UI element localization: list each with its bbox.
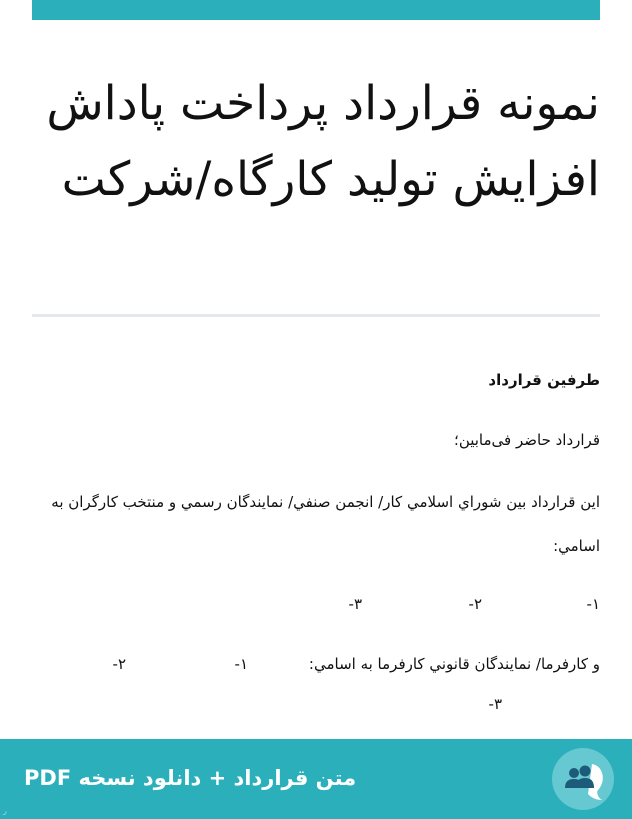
section-heading: طرفین قرارداد xyxy=(488,371,600,389)
employer-item-1: ١- xyxy=(234,655,248,673)
worker-item-2: ٢- xyxy=(468,595,482,613)
corner-mark: ر xyxy=(3,806,7,815)
worker-item-1: ١- xyxy=(586,595,600,613)
employer-party-text: و کارفرما/ نمايندگان قانوني کارفرما به اسامي: xyxy=(308,655,600,673)
intro-paragraph: قرارداد حاضر فی‌مابین؛ xyxy=(454,431,600,449)
worker-item-3: ٣- xyxy=(348,595,362,613)
document-body xyxy=(32,360,600,713)
download-cta-label[interactable]: متن قرارداد + دانلود نسخه PDF xyxy=(24,766,357,790)
download-cta-bar[interactable] xyxy=(0,739,632,819)
workers-party-paragraph: اين قرارداد بين شوراي اسلامي کار/ انجمن صنفي/ نمايندگان رسمي و منتخب کارگران به اسامي: xyxy=(51,493,600,555)
employer-item-2: ٢- xyxy=(112,655,126,673)
top-accent-bar xyxy=(32,0,600,20)
title-divider xyxy=(32,314,600,317)
employer-item-3: ٣- xyxy=(488,695,502,713)
users-chat-logo-icon xyxy=(552,748,614,810)
document-title: نمونه قرارداد پرداخت پاداش افزایش تولید کارگاه/شرکت xyxy=(46,76,600,207)
